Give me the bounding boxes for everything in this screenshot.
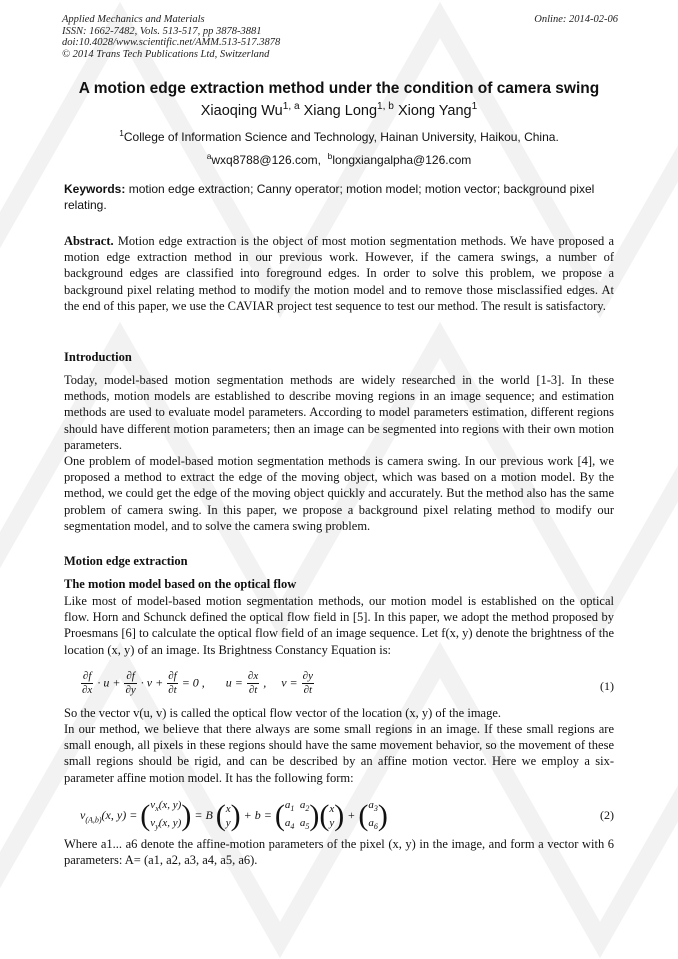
email-address: longxiangalpha@126.com: [332, 153, 472, 167]
equation-number: (2): [600, 808, 614, 822]
email-mark: b: [327, 151, 333, 161]
fraction: $\frac{\partial x}{\partial t}$: [247, 670, 259, 696]
email-address: wxq8788@126.com,: [211, 153, 321, 167]
author-emails: [0, 153, 678, 167]
equation-2: $v_{(A,b)}(x$, y) = ( $v_x(x$, y) $v_y(x$, y) ) = B ( x y ) + b = ( $a_1$ $a_2$ $a_4$ $a_5$ )( x y ) + ( $a_3$ $a_6$ ) (2): [80, 798, 614, 838]
matrix: $v_x(x$, y) $v_y(x$, y): [150, 799, 182, 832]
matrix: x y: [329, 803, 335, 830]
section-heading-motion: Motion edge extraction: [64, 554, 188, 568]
abstract-block: [64, 233, 614, 314]
journal-name: Applied Mechanics and Materials: [62, 14, 205, 25]
body-paragraph: In our method, we believe that there always are some small regions in an image. If these small regions are small enough, all pixels in these regions should have the same movement behavior, so the movement of these small regions should be rigid, and can be described by an affine motion vector. Here we employ a six-parameter affine motion model. It has the following form:: [64, 722, 614, 785]
journal-header: [62, 14, 618, 60]
abstract-text: Motion edge extraction is the object of most motion segmentation methods. We have proposed a motion edge extraction method in our previous work. However, if the camera swings, a number of background edges are classified into foreground edges. In order to solve this problem, we propose a background pixel relating method to modify the motion model and to remove those misclassified edges. At the end of this paper, we use the CAVIAR project test sequence to test our method. The result is satisfactory.: [64, 234, 614, 313]
affil-text: College of Information Science and Technology, Hainan University, Haikou, China.: [123, 130, 559, 144]
matrix: x y: [225, 803, 231, 830]
author-list: [0, 103, 678, 119]
equation-number: (1): [600, 679, 614, 693]
author-affil-mark: 1: [471, 101, 478, 113]
body-paragraph: Where a1... a6 denote the affine-motion parameters of the pixel (x, y) in the image, and form a vector with 6 parameters: A= (a1, a2, a3, a4, a5, a6).: [64, 837, 614, 868]
section-heading-introduction: Introduction: [64, 350, 132, 364]
abstract-label: Abstract.: [64, 234, 114, 248]
equation-1: $\frac{\partial f}{\partial x}$ · u + $\frac{\partial f}{\partial y}$ · v + $\frac{\partial f}{\partial t}$ = 0 , u = $\frac{\partial x}{\partial t}$ , v = $\frac{\partial y}{\partial t}$ (1): [82, 670, 614, 696]
copyright-line: © 2014 Trans Tech Publications Ltd, Switzerland: [62, 48, 270, 60]
fraction: $\frac{\partial f}{\partial x}$: [82, 670, 93, 696]
online-date: Online: 2014-02-06: [534, 14, 618, 25]
keywords-block: [64, 181, 614, 213]
author-name: Xiong Yang: [397, 103, 472, 119]
matrix: $a_1$ $a_2$ $a_4$ $a_5$: [284, 799, 310, 832]
issn-line: ISSN: 1662-7482, Vols. 513-517, pp 3878-3881: [62, 25, 262, 37]
affil-mark: 1: [119, 128, 124, 138]
keywords-label: Keywords:: [64, 182, 126, 196]
author-name: Xiaoqing Wu: [200, 103, 283, 119]
author-name: Xiang Long: [303, 103, 378, 119]
author-affil-mark: 1, a: [282, 101, 300, 113]
fraction: $\frac{\partial y}{\partial t}$: [302, 670, 313, 696]
author-affil-mark: 1, b: [377, 101, 394, 113]
doi-line: doi:10.4028/www.scientific.net/AMM.513-517.3878: [62, 37, 281, 48]
fraction: $\frac{\partial f}{\partial y}$: [125, 670, 136, 696]
keywords-text: motion edge extraction; Canny operator; motion model; motion vector; background pixel relating.: [64, 182, 595, 212]
intro-paragraph: One problem of model-based motion segmentation methods is camera swing. In our previous work [4], we proposed a method to extract the edge of the moving object, which was based on a motion model. By the method, we could get the edge of the moving object quickly and accurately. But the method also has the same problem of camera swing. In this paper, we propose a background pixel relating method to modify our segmentation model, and to solve the camera swing problem.: [64, 454, 614, 533]
fraction: $\frac{\partial f}{\partial t}$: [168, 670, 177, 696]
body-paragraph: So the vector v(u, v) is called the optical flow vector of the location (x, y) of the image.: [64, 706, 502, 720]
subsection-heading-optical-flow: The motion model based on the optical flow: [64, 577, 297, 591]
matrix: $a_3$ $a_6$: [368, 799, 378, 832]
intro-paragraph: Today, model-based motion segmentation methods are widely researched in the world [1-3]. In these methods, motion models are established to describe moving regions in an image sequence; and estimation methods are used to evaluate model parameters. According to model parameters estimation, different regions should have different motion parameters; then an image can be segmented into regions with their own motion parameters.: [64, 373, 614, 452]
body-paragraph: Like most of model-based motion segmentation methods, our motion model is established on the optical flow. Horn and Schunck defined the optical flow field in [5]. In this paper, we adopt the method proposed by Proesmans [6] to calculate the optical flow field of an image sequence. Let f(x, y) denote the brightness of the location (x, y) of an image. Its Brightness Constancy Equation is:: [64, 594, 614, 657]
email-mark: a: [206, 151, 212, 161]
paper-title: A motion edge extraction method under the condition of camera swing: [78, 80, 600, 97]
affiliation: [0, 130, 678, 144]
